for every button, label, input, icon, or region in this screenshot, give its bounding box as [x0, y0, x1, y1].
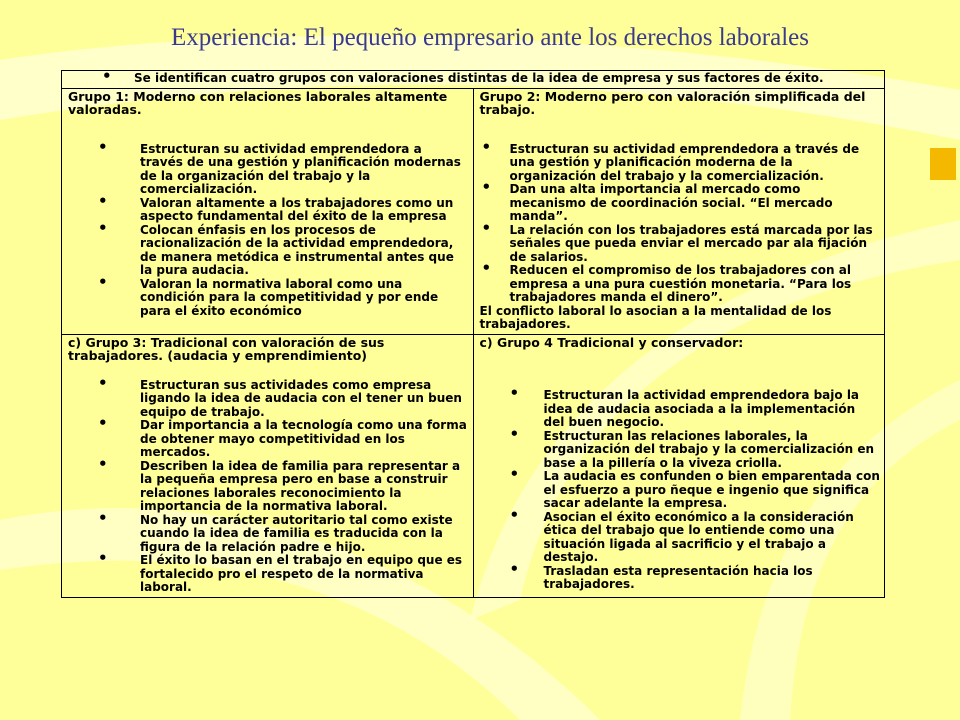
list-item: • Estructuran la actividad emprendedora bajo la idea de audacia asociada a la implementación del buen negocio. — [480, 389, 881, 430]
list-item: • Estructuran sus actividades como empresa ligando la idea de audacia con el tener un buen equipo de trabajo. — [68, 379, 469, 420]
list-item: • No hay un carácter autoritario tal como existe cuando la idea de familia es traducida con la figura de la relación padre e hijo. — [68, 514, 469, 555]
group4-header: c) Grupo 4 Tradicional y conservador: — [479, 334, 744, 350]
group3-header: c) Grupo 3: Tradicional con valoración de sus trabajadores. (audacia y emprendimiento) — [68, 334, 385, 363]
group2-closing: El conflicto laboral lo asocian a la mentalidad de los trabajadores. — [479, 303, 832, 331]
spacer — [68, 363, 469, 379]
list-item: • Dar importancia a la tecnología como una forma de obtener mayo competitividad en los mercados. — [68, 419, 469, 460]
intro-cell — [62, 71, 885, 89]
spacer — [68, 117, 469, 143]
groups-row-top — [62, 88, 885, 334]
group1-cell — [62, 88, 474, 334]
list-item: • Dan una alta importancia al mercado como mecanismo de coordinación social. “El mercado manda”. — [480, 183, 881, 224]
list-item: • La relación con los trabajadores está marcada por las señales que pueda enviar el mercado par ala fijación de salarios. — [480, 224, 881, 265]
spacer — [480, 349, 881, 389]
list-item: • Describen la idea de familia para representar a la pequeña empresa pero en base a construir relaciones laborales reconocimiento la importancia de la normativa laboral. — [68, 460, 469, 514]
groups-table — [61, 70, 885, 598]
list-item: • El éxito lo basan en el trabajo en equipo que es fortalecido pro el respeto de la normativa laboral. — [68, 554, 469, 595]
list-item: • Valoran altamente a los trabajadores como un aspecto fundamental del éxito de la empresa — [68, 197, 469, 224]
list-item: • Trasladan esta representación hacia los trabajadores. — [480, 565, 881, 592]
list-item: • Colocan énfasis en los procesos de racionalización de la actividad emprendedora, de manera metódica e instrumental antes que la pura audacia. — [68, 224, 469, 278]
slide-title: Experiencia: El pequeño empresario ante los derechos laborales — [171, 24, 809, 51]
group1-header: Grupo 1: Moderno con relaciones laborales altamente valoradas. — [68, 88, 448, 117]
groups-row-bottom — [62, 334, 885, 597]
list-item: • Estructuran las relaciones laborales, la organización del trabajo y la comercialización en base a la pillería o la viveza criolla. — [480, 430, 881, 471]
list-item: • Valoran la normativa laboral como una condición para la competitividad y por ende para el éxito económico — [68, 278, 469, 319]
spacer — [480, 117, 881, 143]
group2-header: Grupo 2: Moderno pero con valoración simplificada del trabajo. — [479, 88, 866, 117]
intro-list — [68, 72, 880, 86]
group3-list — [68, 379, 469, 595]
intro-bullet: • Se identifican cuatro grupos con valoraciones distintas de la idea de empresa y sus factores de éxito. — [68, 72, 880, 86]
accent-block — [930, 148, 956, 180]
list-item: • Reducen el compromiso de los trabajadores con al empresa a una pura cuestión monetaria. “Para los trabajadores manda el dinero”. — [480, 264, 881, 305]
list-item: • La audacia es confunden o bien emparentada con el esfuerzo a puro ñeque e ingenio que significa sacar adelante la empresa. — [480, 470, 881, 511]
group2-cell — [473, 88, 885, 334]
intro-row — [62, 71, 885, 89]
list-item: • Estructuran su actividad emprendedora a través de una gestión y planificación modernas de la organización del trabajo y la comercialización. — [68, 143, 469, 197]
group3-cell — [62, 334, 474, 597]
group2-list — [480, 143, 881, 305]
list-item: • Asocian el éxito económico a la consideración ética del trabajo que lo entiende como una situación ligada al sacrificio y el trabajo a destajo. — [480, 511, 881, 565]
group4-cell — [473, 334, 885, 597]
list-item: • Estructuran su actividad emprendedora a través de una gestión y planificación moderna de la organización del trabajo y la comercialización. — [480, 143, 881, 184]
group4-list — [480, 389, 881, 592]
group1-list — [68, 143, 469, 319]
